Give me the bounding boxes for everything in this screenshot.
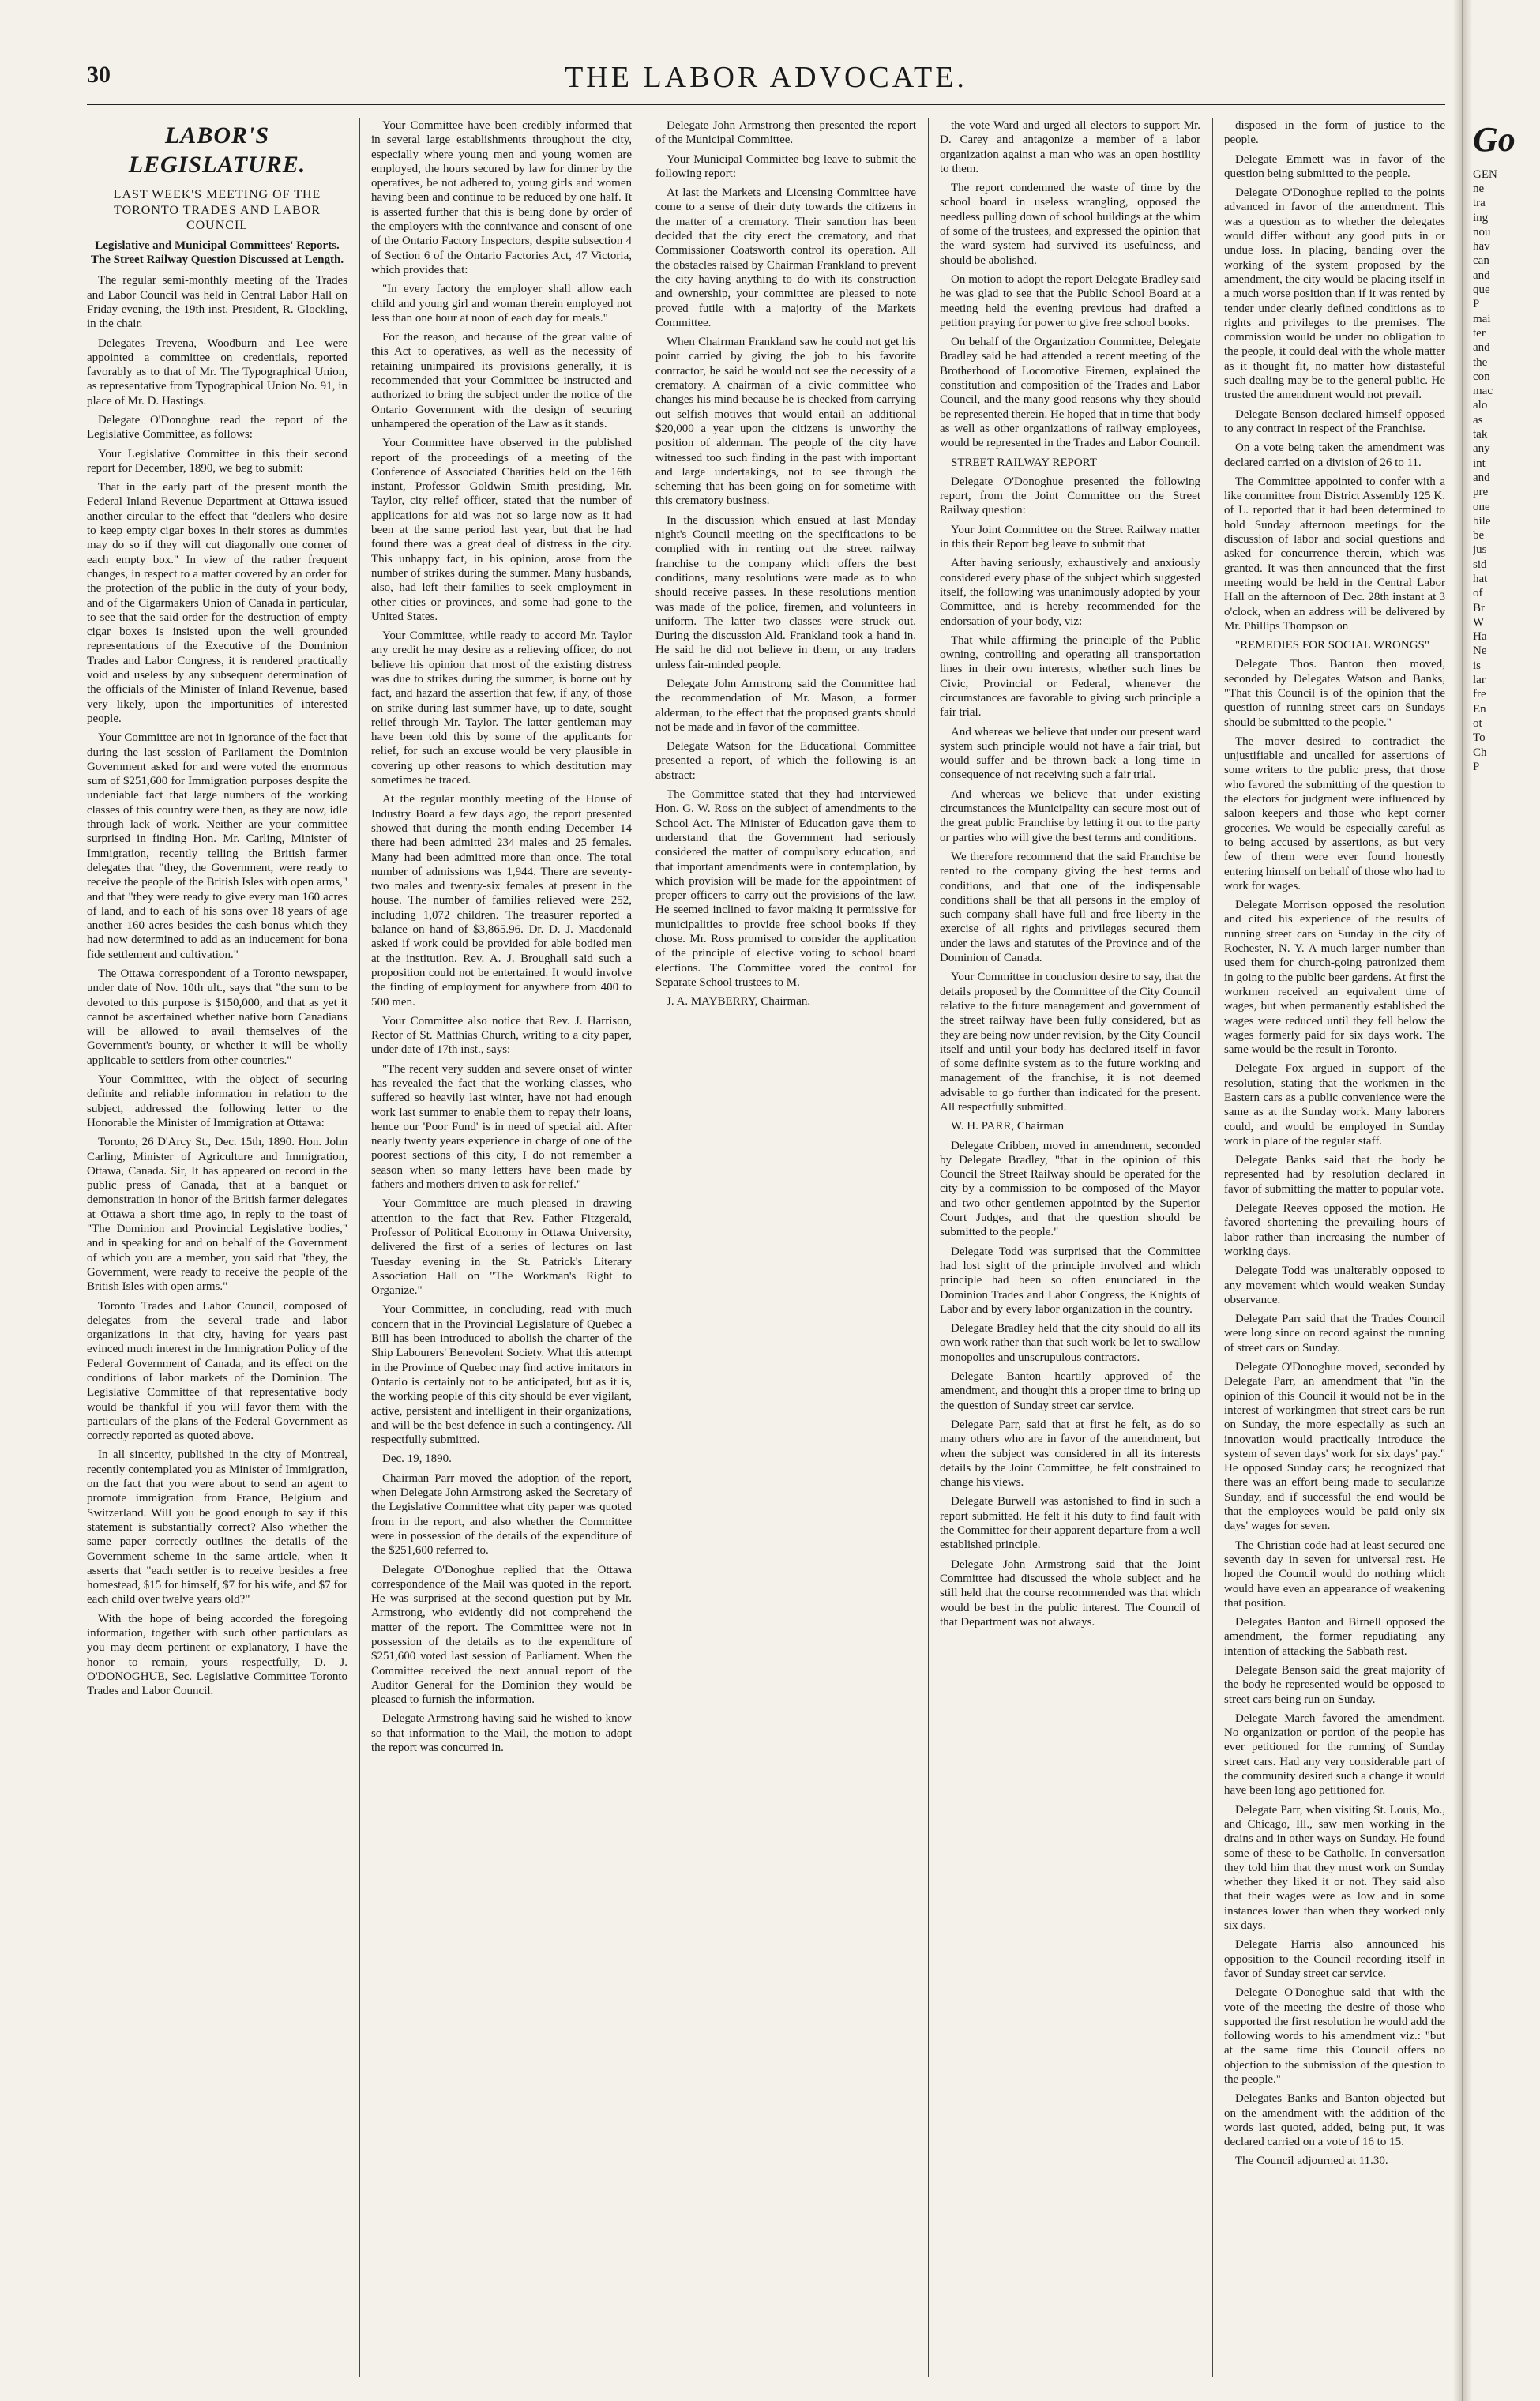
adjacent-page-line: of [1473,587,1483,600]
adjacent-page-line: hat [1473,572,1488,585]
article-paragraph: Your Committee are not in ignorance of the fact that during the last session of Parliament the Dominion Government asked for and were voted the enormous sum of $251,600 for Immigration purposes despite the undeniable fact that large numbers of the working classes of this country were then, as they are now, idle through lack of work. Neither are your committee surprised in finding Hon. Mr. Carling, Minister of Immigration, recently telling the British farmer delegates that "they, the Government, were ready to receive the people of the British Isles with open arms," and that "they were ready to give every man 160 acres of land, and to each of his sons over 18 years of age another 160 acres besides the cash bonus which they had now determined to add as an inducement for bona fide settlement and cultivation." [87,731,347,961]
adjacent-page-line: con [1473,370,1490,383]
article-subhead: LAST WEEK'S MEETING OF THE TORONTO TRADES AND LABOR COUNCIL [113,188,321,233]
article-paragraph: On behalf of the Organization Committee, Delegate Bradley said he had attended a recent meeting of the Brotherhood of Locomotive Firemen, explained the constitution and composition of the Trades and Labor Council, and the many good reasons why they should be represented therein. He hoped that in time that body as well as other organizations of railway employees, would be represented in the Trades and Labor Council. [940,336,1200,450]
article-paragraph: That in the early part of the present month the Federal Inland Revenue Department at Ottawa issued another circular to the effect that "dealers who desire to keep empty cigar boxes in their stores as dummies may do so if they will cut diagonally one corner of each empty box." In view of the rather frequent changes, in respect to a matter covered by an order for the protection of the public in the duty of your body, and of the Cigarmakers Union of Canada in particular, to see that the said order for the destruction of empty cigar boxes is insisted upon the well grounded representations of the Executive of the Dominion Trades and Labor Congress, it is rendered practically void and useless by any subsequent determination of the officials of the Minister of Inland Revenue, based very likely, upon the importunities of interested people. [87,481,347,725]
adjacent-page-line: jus [1473,543,1487,557]
article-paragraph: And whereas we believe that under our present ward system such principle would not have a fair trial, but would suffer and be thrown back a long time in consequence of not receiving such a fair trial. [940,725,1200,782]
article-paragraph: Delegate Fox argued in support of the resolution, stating that the workmen in the Eastern cars as a public convenience were the same as at the Sunday work. Many laborers could, and would be employed in Sunday work in place of the regular staff. [1224,1062,1445,1148]
article-paragraph: Your Legislative Committee in this their second report for December, 1890, we beg to submit: [87,447,347,475]
adjacent-page-line: is [1473,659,1482,672]
adjacent-page-line: Ha [1473,630,1487,644]
article-paragraph: Your Committee, with the object of securing definite and reliable information in relation to the subject, addressed the following letter to the Honorable the Minister of Immigration at Ottawa: [87,1073,347,1129]
article-paragraph: Delegate Benson declared himself opposed to any contract in respect of the Franchise. [1224,408,1445,435]
adjacent-page-line: hav [1473,240,1490,254]
adjacent-page-line: any [1473,442,1490,456]
adjacent-page-line: ter [1473,326,1486,340]
article-paragraph: Delegate Parr, when visiting St. Louis, Mo., and Chicago, Ill., saw men working in the drains and in other ways on Sunday. He found some of these to be Catholic. In conversation they told him that they must work on Sunday whether they liked it or not. They said also that their wages were as low and in some instances lower than when they worked only six days. [1224,1803,1445,1933]
adjacent-page-line: can [1473,254,1489,268]
article-paragraph: Delegate Harris also announced his opposition to the Council recording itself in favor of Sunday street car service. [1224,1938,1445,1980]
adjacent-page-line: Ch [1473,746,1487,759]
article-paragraph: Your Committee, while ready to accord Mr. Taylor any credit he may desire as a relieving officer, do not believe his opinion that most of the existing distress was due to strikes during the summer, is borne out by fact, and hazard the assertion that few, if any, of those on strike during last summer have, up to date, sought relief through Mr. Taylor. The latter gentleman may have been told this by some of the applicants for relief, for such an excuse would be very plausible in covering up other reasons to which destitution may sometimes be traced. [371,629,632,787]
article-paragraph: Toronto, 26 D'Arcy St., Dec. 15th, 1890. Hon. John Carling, Minister of Agriculture and Immigration, Ottawa, Canada. Sir, It has appeared on record in the public press of Canada, that at a banquet or demonstration in honor of the British farmer delegates at Ottawa a short time ago, in reply to the toast of "The Dominion and Provincial Legislative bodies," and in speaking for and on behalf of the Government of which you are a member, you said that "they, the Government, were ready to receive the people of the British Isles with open arms." [87,1136,347,1294]
article-paragraph: the vote Ward and urged all electors to support Mr. D. Carey and antagonize a member of a labor organization against a man who was an open hostility to them. [940,119,1200,175]
column-1 [87,118,347,2377]
article-paragraph: W. H. PARR, Chairman [951,1120,1065,1133]
article-paragraph: STREET RAILWAY REPORT [951,456,1097,469]
article-paragraph: Delegate Reeves opposed the motion. He favored shortening the prevailing hours of labor rather than increasing the number of working days. [1224,1202,1445,1258]
article-paragraph: Delegate Banks said that the body be represented had by resolution declared in favor of submitting the matter to popular vote. [1224,1154,1445,1196]
adjacent-page-line: lar [1473,674,1486,687]
column-2-body [371,118,632,1755]
article-paragraph: disposed in the form of justice to the people. [1224,119,1445,147]
article-paragraph: Delegate Todd was surprised that the Committee had lost sight of the principle involved and which principle had been so often enunciated in the Dominion Trades and Labor Congress, the Knights of Labor and by every labor organization in the country. [940,1245,1200,1316]
adjacent-page-line: To [1473,731,1486,745]
article-paragraph: For the reason, and because of the great value of this Act to operatives, as well as the necessity of retaining unimpaired its provisions generally, it is recommended that your Committee be instructed and authorized to bring the subject under the notice of the Ontario Government with the design of securing unhampered the operation of the Law as it stands. [371,331,632,430]
article-paragraph: Delegate O'Donoghue moved, seconded by Delegate Parr, an amendment that "in the opinion of this Council it would not be in the interest of workingmen that street cars be run on Sunday, the more especially as such an innovation would practically introduce the system of seven days' work for six days' pay." He opposed Sunday cars; he recognized that there was an effort being made to secularize Sunday, and if successful the end would be that the employees would be paid only six days' wages for seven. [1224,1361,1445,1533]
article-paragraph: Your Committee in conclusion desire to say, that the details proposed by the Committee of the City Council relative to the future management and government of the street railway have been fully considered, but as they are being now under revision, by the City Council itself and until your body has declared itself in favor of some definite system as to the future working and management of the franchise, it is not deemed advisable to go further than indicated for the present. All respectfully submitted. [940,971,1200,1114]
masthead [87,55,1445,105]
adjacent-page-line: En [1473,702,1486,716]
article-paragraph: Delegate O'Donoghue replied to the points advanced in favor of the amendment. This was a question as to whether the delegates would differ without any good puts in or undue loss. In placing, banding over the working of the system proposed by the amendment, the city would be placing itself in a much worse position than if it was rented by tender under clearly defined conditions as to rights and privileges to the premises. The commission would be under no obligation to the people, it could deal with the whole matter as it thought fit, no matter how distasteful such dealing may be to the general public. He trusted the amendment would not prevail. [1224,186,1445,402]
adjacent-page-line: que [1473,284,1490,297]
adjacent-page-line: ot [1473,716,1482,730]
article-paragraph: Delegate Benson said the great majority of the body he represented would be opposed to street cars being run on Sunday. [1224,1663,1445,1706]
article-paragraph: Chairman Parr moved the adoption of the report, when Delegate John Armstrong asked the Secretary of the Legislative Committee what city paper was quoted from in the report, and also whether the Committee were in possession of the details of the expenditure of the $251,600 referred to. [371,1471,632,1557]
newspaper-title: THE LABOR ADVOCATE. [565,61,967,94]
article-paragraph: "REMEDIES FOR SOCIAL WRONGS" [1235,639,1430,652]
column-3-body [655,118,916,1009]
article-paragraph: Delegate Todd was unalterably opposed to any movement which would weaken Sunday observance. [1224,1264,1445,1306]
adjacent-page-line: W [1473,615,1485,629]
article-paragraph: The Committee stated that they had interviewed Hon. G. W. Ross on the subject of amendments to the School Act. The Minister of Education gave them to understand that the Government had seriously considered the matter of compulsory education, and that important amendments were in contemplation, by which provision will be made for the appointment of proper officers to carry out the provisions of the law. He seemed inclined to favor making it permissive for municipalities to provide free school books if they chose. Mr. Ross promised to consider the application of the principle of elective voting to school board elections. The Committee voted the control for Separate School trustees to M. [655,788,916,989]
adjacent-page-line: and [1473,269,1490,282]
article-paragraph: Delegates Banks and Banton objected but on the amendment with the addition of the words last quoted, added, being put, it was declared carried on a vote of 16 to 15. [1224,2092,1445,2149]
article-paragraph: Delegate Morrison opposed the resolution and cited his experience of the results of running street cars on Sunday in the city of Rochester, N. Y. A much larger number than used them for church-going patronized them in going to the public beer gardens. At first the workmen received an equivalent time of wages, but when permanently established the wages were reduced until they fell below the wages formerly paid for six days work. The same would be the result in Toronto. [1224,899,1445,1057]
page-number: 30 [87,62,111,88]
adjacent-page-line: and [1473,341,1490,355]
article-paragraph: The regular semi-monthly meeting of the Trades and Labor Council was held in Central Labor Hall on Friday evening, the 19th inst. President, R. Glockling, in the chair. [87,274,347,331]
article-paragraph: The Ottawa correspondent of a Toronto newspaper, under date of Nov. 10th ult., says that "the sum to be devoted to this purpose is $150,000, and that as yet it cannot be ascertained whether native born Canadians will be allowed to avail themselves of the Government's bounty, or whether it will be wholly applicable to settlers from other countries." [87,967,347,1067]
article-paragraph: Delegate March favored the amendment. No organization or portion of the people has ever petitioned for the running of Sunday street cars. Had any very considerable part of the community desired such a change it would have been long ago petitioned for. [1224,1712,1445,1798]
article-paragraph: "The recent very sudden and severe onset of winter has revealed the fact that the working classes, who suffered so heavily last winter, have not had enough work last summer to enable them to repay their loans, hence our 'Poor Fund' is in need of special aid. After nearly twenty years experience in charge of one of the poorest sections of this city, I do not remember a season when so many letters have been made by fathers and mothers driven to ask for relief." [371,1062,632,1192]
page-fold-shadow [1453,0,1472,2401]
article-paragraph: We therefore recommend that the said Franchise be rented to the company giving the best terms and conditions, and that one of the indispensable conditions shall be that all persons in the employ of such company shall have full and free liberty in the exercise of all rights and privileges secured them under the laws and statutes of the Province and of the Dominion of Canada. [940,850,1200,965]
article-paragraph: Delegate John Armstrong said the Committee had the recommendation of Mr. Mason, a former alderman, to the effect that the proposed grants should not be made and in favor of the committee. [655,677,916,734]
column-4-body [940,118,1200,1629]
article-paragraph: With the hope of being accorded the foregoing information, together with such other particulars as you may deem pertinent or explanatory, I have the honor to remain, yours respectfully, D. J. O'DONOGHUE, Sec. Legislative Committee Toronto Trades and Labor Council. [87,1612,347,1698]
adjacent-page-line: the [1473,355,1488,369]
article-paragraph: Delegates Banton and Birnell opposed the amendment, the former repudiating any intention of attacking the Sabbath rest. [1224,1616,1445,1658]
adjacent-page-line: pre [1473,486,1489,499]
article-columns [87,118,1445,2377]
adjacent-page-line: as [1473,413,1483,426]
column-2 [371,118,632,2377]
adjacent-page-line: alo [1473,399,1488,412]
article-paragraph: On motion to adopt the report Delegate Bradley said he was glad to see that the Public School Board at a meeting held the evening previous had drafted a petition praying for power to give free school books. [940,272,1200,329]
adjacent-page-line: sid [1473,558,1487,571]
article-paragraph: And whereas we believe that under existing circumstances the Municipality can secure most out of the great public Franchise by letting it out to the party or parties who will give the best terms and conditions. [940,787,1200,844]
article-paragraph: Delegates Trevena, Woodburn and Lee were appointed a committee on credentials, reported favorably as to that of Mr. The Typographical Union, as representative from Typographical Union No. 91, in place of Mr. D. Hastings. [87,336,347,408]
column-4 [940,118,1200,2377]
article-paragraph: In the discussion which ensued at last Monday night's Council meeting on the specifications to be complied with in renting out the street railway franchise to the company which offers the best conditions, many resolutions were made as to who should receive passes. In these resolutions mention was made of the police, firemen, and volunteers in uniform. The latter two classes were struck out. During the discussion Ald. Frankland took a hand in. He said he did not believe in them, or any traders unless fair-minded people. [655,513,916,671]
article-paragraph: Delegate Cribben, moved in amendment, seconded by Delegate Bradley, "that in the opinion of this Council the Street Railway should be operated for the city by a commission to be composed of the Mayor and two other gentlemen appointed by the Superior Court Judges, and that the question should be submitted to the people." [940,1139,1200,1239]
article-paragraph: Delegate O'Donoghue said that with the vote of the meeting the desire of those who supported the first resolution he would add the following words to his amendment viz.: "but at the same time this Council offers no objection to the submission of the question to the people." [1224,1986,1445,2086]
adjacent-page-line: P [1473,298,1480,311]
article-paragraph: J. A. MAYBERRY, Chairman. [667,995,811,1009]
adjacent-page-line: be [1473,529,1485,543]
article-paragraph: Delegate Thos. Banton then moved, seconded by Delegates Watson and Banks, "That this Council is of the opinion that the question of running street cars on Sundays should be submitted to the people." [1224,658,1445,729]
adjacent-page-line: and [1473,471,1490,484]
adjacent-page-line: mai [1473,312,1491,325]
article-paragraph: At last the Markets and Licensing Committee have come to a sense of their duty towards the citizens in the matter of a crematory. Their sanction has been decided that the city erect the crematory, and that Commissioner Coatsworth control its operation. All the obstacles raised by Chairman Frankland to prevent the city having anything to do with its construction and ownership, your committee are pleased to note proved futile with a majority of the Markets Committee. [655,186,916,329]
column-rule [928,118,929,2377]
article-paragraph: The report condemned the waste of time by the school board in useless wrangling, opposed the needless pulling down of school buildings at the whim of some of the trustees, and expressed the opinion that the ward system had survived its usefulness, and should be abolished. [940,182,1200,267]
article-paragraph: Dec. 19, 1890. [382,1452,452,1466]
adjacent-page-line: bile [1473,514,1491,528]
article-paragraph: Your Joint Committee on the Street Railway matter in this their Report beg leave to submit that [940,523,1200,551]
column-5 [1224,118,1445,2377]
column-rule [1212,118,1213,2377]
column-1-body [87,273,347,1698]
article-paragraph: Your Committee are much pleased in drawing attention to the fact that Rev. Father Fitzgerald, Professor of Political Economy in Ottawa University, delivered the first of a series of lectures on last Tuesday evening in the St. Patrick's Literary Association Hall on "The Workman's Right to Organize." [371,1197,632,1298]
article-paragraph: Your Municipal Committee beg leave to submit the following report: [655,152,916,180]
adjacent-page-line: one [1473,500,1490,513]
article-paragraph: That while affirming the principle of the Public owning, controlling and operating all transportation lines in their own interests, whether such lines be Civic, Provincial or Federal, whenever the circumstances are favorable to giving such principle a fair trial. [940,633,1200,720]
article-paragraph: In all sincerity, published in the city of Montreal, recently contemplated you as Minister of Immigration, on the fact that you were about to send an agent to promote immigration from France, Belgium and Switzerland. Will you be good enough to say if this statement is substantially correct? Also whether the same paper correctly outlines the details of the Government scheme in the same article, when it asserts that "each settler is to receive besides a free homestead, $15 for himself, $7 for his wife, and $7 for each child over twelve years old?" [87,1448,347,1606]
column-3 [655,118,916,2377]
adjacent-page-line: int [1473,457,1486,470]
adjacent-page-line: ing [1473,211,1489,224]
article-paragraph: The Committee appointed to confer with a like committee from District Assembly 125 K. of L. reported that it had been determined to hold Sunday afternoon meetings for the discussion of labor and social questions and asked for concurrence therein, which was granted. It was then announced that the first meeting would be held in the Central Labor Hall on the afternoon of Dec. 28th instant at 3 o'clock, when an address will be delivered by Mr. Phillips Thompson on [1224,475,1445,633]
article-paragraph: Delegate Banton heartily approved of the amendment, and thought this a proper time to bring up the question of Sunday street car service. [940,1370,1200,1412]
article-paragraph: Your Committee have observed in the published report of the proceedings of a meeting of the Conference of Associated Charities held on the 16th instant, Professor Goldwin Smith presiding, Mr. Taylor, city relief officer, stated that the number of applications for aid was not so large now as it had been at the same period last year, but that he had found there was a great deal of distress in the city. This unhappy fact, in his opinion, arose from the number of strikes during the summer. Many husbands, also, had left their families to seek employment in other cities or provinces, and some had gone to the United States. [371,437,632,623]
article-paragraph: Delegate O'Donoghue presented the following report, from the Joint Committee on the Street Railway question: [940,475,1200,517]
article-paragraph: On a vote being taken the amendment was declared carried on a division of 26 to 11. [1224,441,1445,469]
article-paragraph: "In every factory the employer shall allow each child and young girl and woman therein employed not less than one hour at noon of each day for meals." [371,283,632,325]
article-deck: Legislative and Municipal Committees' Reports. The Street Railway Question Discussed at Length. [90,239,344,267]
adjacent-page-line: tak [1473,428,1488,441]
adjacent-page-heading: Go [1473,120,1516,159]
adjacent-page-line: nou [1473,225,1491,239]
adjacent-page-line: mac [1473,385,1493,398]
adjacent-page-edge [1473,118,1540,2377]
adjacent-page-line: P [1473,760,1480,773]
article-paragraph: Delegate Armstrong having said he wished to know so that information to the Mail, the motion to adopt the report was concurred in. [371,1712,632,1755]
article-paragraph: Your Committee have been credibly informed that in several large establishments throughout the city, especially where young men and young women are employed, the hours secured by law for dinner by the operatives, be not adhered to, young girls and women having been and continue to be reduced by one half. It is asserted further that this is being done by order of the employers with the connivance and consent of one of the Ontario Factory Inspectors, despite subsection 4 of Section 6 of the Ontario Factories Act, 47 Victoria, which provides that: [371,119,632,276]
article-paragraph: Delegate O'Donoghue replied that the Ottawa correspondence of the Mail was quoted in the report. He was surprised at the second question put by Mr. Armstrong, who evidently did not comprehend the matter of the report. The Committee were not in possession of the details as to the expenditure of $251,600 voted last session of Parliament. When the Committee received the next annual report of the Auditor General for the Dominion they would be pleased to furnish the information. [371,1563,632,1707]
article-paragraph: Your Committee, in concluding, read with much concern that in the Provincial Legislature of Quebec a Bill has been introduced to abolish the charter of the Ship Labourers' Benevolent Society. What this attempt in the Province of Quebec may find active imitators in Ontario is certainly not to be anticipated, but as it is, the working people of this city should be ever vigilant, active, persistent and intelligent in their organizations, and will be the best defence in such a contingency. All respectfully submitted. [371,1303,632,1447]
article-paragraph: Delegate Emmett was in favor of the question being submitted to the people. [1224,152,1445,180]
adjacent-page-line: fre [1473,688,1486,701]
adjacent-page-line: ne [1473,182,1485,195]
article-paragraph: At the regular monthly meeting of the House of Industry Board a few days ago, the report presented showed that during the month ending December 14 there had been admitted 234 males and 25 females. Many had been admitted more than once. The total number of admissions was 1,944. There are seventy-two males and twenty-six females at present in the house. The number of families relieved were 252, including 1,072 children. The treasurer reported a balance on hand of $3,865.96. Dr. D. J. Macdonald asked if work could be provided for able bodied men at the institution. Rev. A. J. Broughall said such a proposition could not be entertained. It would involve the finding of employment for anywhere from 400 to 500 men. [371,793,632,1009]
article-paragraph: Delegate O'Donoghue read the report of the Legislative Committee, as follows: [87,414,347,441]
adjacent-page-line: tra [1473,197,1486,210]
article-paragraph: When Chairman Frankland saw he could not get his point carried by giving the job to his favorite contractor, he said he would not see the necessity of a crematory. A chairman of a civic committee who changes his mind because he is checked from carrying out selfish motives that would entail an additional $20,000 a year upon the citizens is unworthy the position of alderman. The people of the city have witnessed too such finding in the past with important and large undertakings, not to see through the scheming that has been going on for sometime with this crematory business. [655,336,916,508]
adjacent-page-line: Ne [1473,644,1487,658]
column-5-body [1224,118,1445,2169]
article-paragraph: Delegate John Armstrong said that the Joint Committee had discussed the whole subject and he still held that the course recommended was that which would be best in the public interest. The Council of that Department was not always. [940,1557,1200,1629]
article-paragraph: The Council adjourned at 11.30. [1235,2155,1388,2168]
adjacent-page-lines [1473,167,1540,774]
article-paragraph: After having seriously, exhaustively and anxiously considered every phase of the subject which suggested itself, the following was unanimously adopted by your Committee, and is hereby recommended for the endorsation of your body, viz: [940,557,1200,628]
article-paragraph: Delegate Bradley held that the city should do all its own work rather than that such work be let to swallow monopolies and unscrupulous contractors. [940,1322,1200,1364]
article-paragraph: Your Committee also notice that Rev. J. Harrison, Rector of St. Matthias Church, writing to a city paper, under date of 17th inst., says: [371,1014,632,1057]
column-rule [359,118,360,2377]
article-paragraph: Delegate Burwell was astonished to find in such a report submitted. He felt it his duty to find fault with the Committee for their apparent departure from a well established principle. [940,1495,1200,1552]
adjacent-page-line: GEN [1473,167,1497,181]
article-paragraph: The mover desired to contradict the unjustifiable and uncalled for assertions of some writers to the public press, that those who favored the submitting of the question to the electors for judgment were influenced by saloon keepers and those who kept corner groceries. We would be especially careful as to being accused by assertions, as but very few of them were ever found honestly entering himself on behalf of those who had to work for wages. [1224,735,1445,892]
article-paragraph: Toronto Trades and Labor Council, composed of delegates from the several trade and labor organizations in that city, having for years past evinced much interest in the Immigration Policy of the Federal Government of Canada, and its effect on the conditions of labor markets of the Dominion. The Legislative Committee of that representative body would be thankful if you will favor them with the particulars of the plans of the Federal Government as correctly reported as quoted above. [87,1299,347,1443]
article-paragraph: Delegate John Armstrong then presented the report of the Municipal Committee. [655,119,916,147]
article-paragraph: Delegate Watson for the Educational Committee presented a report, of which the following is an abstract: [655,740,916,782]
adjacent-page-line: Br [1473,601,1485,614]
article-headline: LABOR'S LEGISLATURE. [128,122,306,178]
article-paragraph: The Christian code had at least secured one seventh day in seven for universal rest. He hoped the Council would do nothing which would have even an appearance of weakening that position. [1224,1539,1445,1610]
article-paragraph: Delegate Parr, said that at first he felt, as do so many others who are in favor of the amendment, but when the subject was considered in all its interests details by the Joint Committee, he felt constrained to change his views. [940,1418,1200,1490]
article-paragraph: Delegate Parr said that the Trades Council were long since on record against the running of street cars on Sunday. [1224,1313,1445,1355]
